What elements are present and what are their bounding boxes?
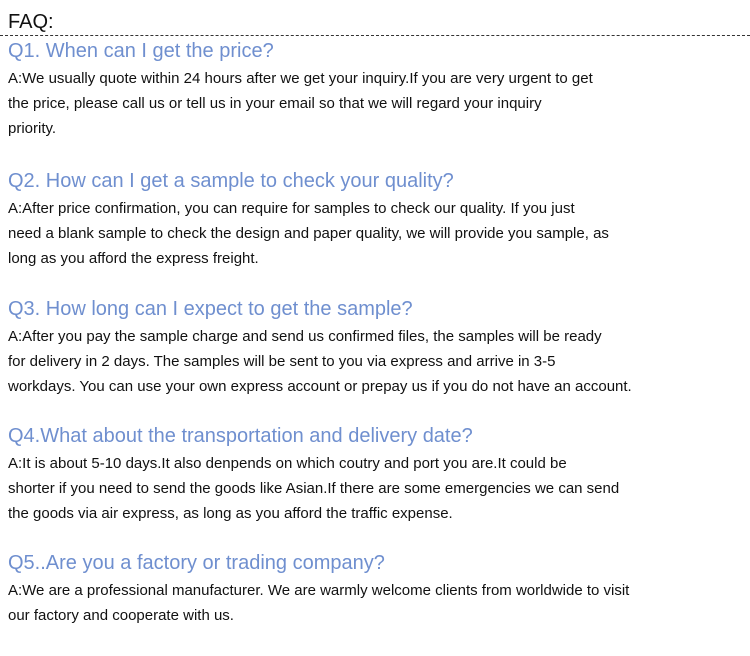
answer-line: A:We are a professional manufacturer. We are warmly welcome clients from worldwide to visit bbox=[8, 582, 630, 599]
faq-item-5 bbox=[8, 550, 743, 628]
faq-header bbox=[0, 0, 750, 36]
answer-line: A:We usually quote within 24 hours after we get your inquiry.If you are very urgent to get bbox=[8, 70, 593, 87]
faq-answer-1 bbox=[8, 66, 743, 141]
answer-line: the price, please call us or tell us in your email so that we will regard your inquiry bbox=[8, 95, 542, 112]
faq-question-3: Q3. How long can I expect to get the sample? bbox=[8, 298, 413, 320]
faq-question-1: Q1. When can I get the price? bbox=[8, 40, 274, 62]
faq-item-2 bbox=[8, 168, 743, 271]
answer-line: our factory and cooperate with us. bbox=[8, 607, 234, 624]
faq-item-3 bbox=[8, 296, 743, 399]
faq-answer-5 bbox=[8, 578, 743, 628]
faq-answer-4 bbox=[8, 451, 743, 526]
answer-line: for delivery in 2 days. The samples will be sent to you via express and arrive in 3-5 bbox=[8, 353, 556, 370]
faq-answer-2 bbox=[8, 196, 743, 271]
faq-item-4 bbox=[8, 423, 743, 526]
answer-line: long as you afford the express freight. bbox=[8, 250, 259, 267]
answer-line: shorter if you need to send the goods like Asian.If there are some emergencies we can send bbox=[8, 480, 620, 497]
answer-line: A:It is about 5-10 days.It also denpends on which coutry and port you are.It could be bbox=[8, 455, 567, 472]
answer-line: workdays. You can use your own express account or prepay us if you do not have an account. bbox=[8, 378, 632, 395]
answer-line: A:After price confirmation, you can require for samples to check our quality. If you just bbox=[8, 200, 575, 217]
answer-line: A:After you pay the sample charge and send us confirmed files, the samples will be ready bbox=[8, 328, 602, 345]
answer-line: need a blank sample to check the design and paper quality, we will provide you sample, as bbox=[8, 225, 609, 242]
faq-question-5: Q5..Are you a factory or trading company? bbox=[8, 552, 385, 574]
faq-answer-3 bbox=[8, 324, 743, 399]
faq-item-1 bbox=[8, 38, 743, 141]
answer-line: the goods via air express, as long as you afford the traffic expense. bbox=[8, 505, 453, 522]
faq-question-2: Q2. How can I get a sample to check your quality? bbox=[8, 170, 454, 192]
answer-line: priority. bbox=[8, 120, 57, 137]
faq-question-4: Q4.What about the transportation and delivery date? bbox=[8, 425, 473, 447]
page-title: FAQ: bbox=[8, 11, 54, 33]
